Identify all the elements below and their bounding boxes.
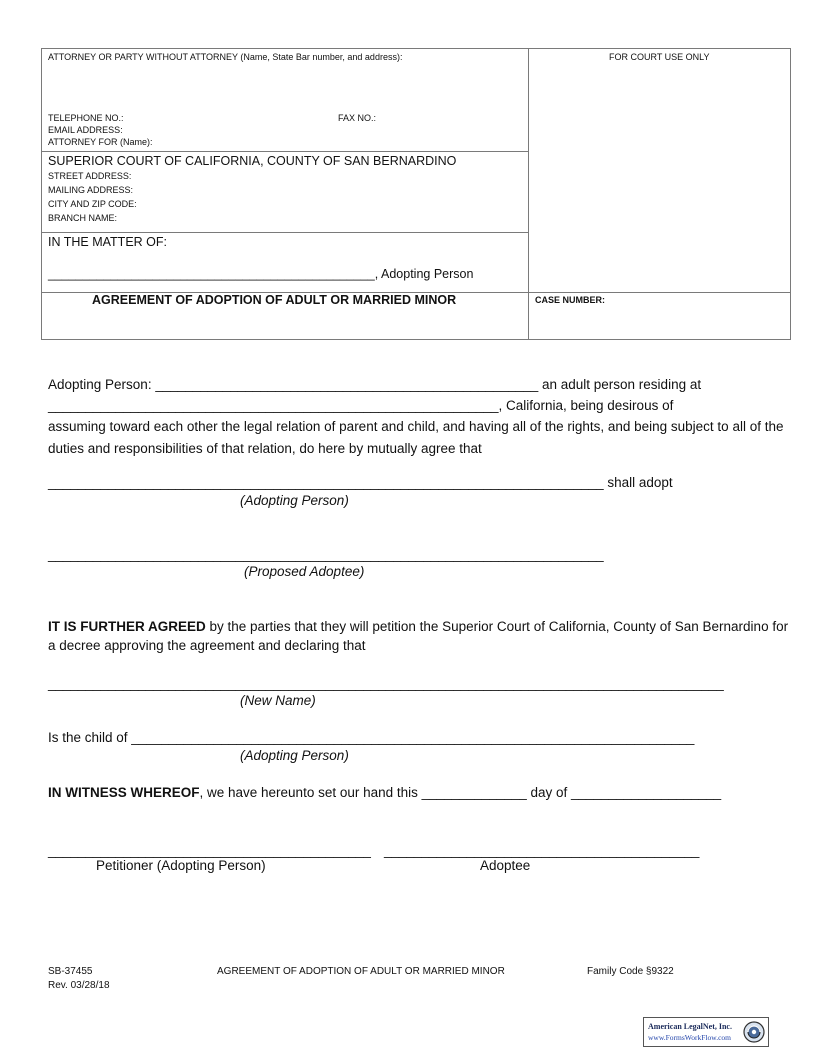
fax-label: FAX NO.: bbox=[338, 113, 377, 123]
telephone-label: TELEPHONE NO.: bbox=[48, 113, 124, 123]
witness-line bbox=[48, 785, 721, 800]
logo-company: American LegalNet, Inc. bbox=[648, 1022, 732, 1031]
form-revision: Rev. 03/28/18 bbox=[48, 980, 110, 991]
caption-divider-court bbox=[41, 151, 529, 152]
further-agreed-line1 bbox=[48, 619, 788, 634]
agreement-text-line4: duties and responsibilities of that relation, do here by mutually agree that bbox=[48, 441, 482, 456]
branch-name-label: BRANCH NAME: bbox=[48, 213, 118, 223]
witness-text: , we have hereunto set our hand this ______________ day of ____________________ bbox=[199, 785, 722, 800]
proposed-adoptee-line: __________________________________________________________________________ bbox=[48, 547, 604, 562]
american-legalnet-logo[interactable] bbox=[643, 1017, 769, 1047]
caption-vertical-divider bbox=[528, 48, 529, 340]
matter-adopting-line: _______________________________________________, Adopting Person bbox=[48, 267, 474, 281]
caption-divider-matter bbox=[41, 232, 529, 233]
court-name: SUPERIOR COURT OF CALIFORNIA, COUNTY OF SAN BERNARDINO bbox=[48, 154, 457, 168]
new-name-caption: (New Name) bbox=[240, 693, 316, 708]
new-name-line: __________________________________________________________________________________________ bbox=[48, 676, 724, 691]
adoptee-caption: Adoptee bbox=[480, 858, 531, 873]
petitioner-caption: Petitioner (Adopting Person) bbox=[96, 858, 266, 873]
agreement-text-line3: assuming toward each other the legal relation of parent and child, and having all of the rights, and being subject to all of the bbox=[48, 419, 784, 434]
proposed-adoptee-caption: (Proposed Adoptee) bbox=[244, 564, 365, 579]
globe-icon bbox=[743, 1021, 765, 1043]
attorney-label: ATTORNEY OR PARTY WITHOUT ATTORNEY (Name, State Bar number, and address): bbox=[48, 52, 403, 62]
footer-title: AGREEMENT OF ADOPTION OF ADULT OR MARRIED MINOR bbox=[217, 966, 505, 977]
street-address-label: STREET ADDRESS: bbox=[48, 171, 132, 181]
petitioner-signature-line: ___________________________________________ bbox=[48, 843, 371, 858]
child-of-line: Is the child of ___________________________________________________________________________ bbox=[48, 730, 695, 745]
further-agreed-line2: a decree approving the agreement and declaring that bbox=[48, 638, 366, 653]
mailing-address-label: MAILING ADDRESS: bbox=[48, 185, 134, 195]
city-zip-label: CITY AND ZIP CODE: bbox=[48, 199, 137, 209]
further-agreed-heading: IT IS FURTHER AGREED bbox=[48, 619, 206, 634]
adopting-person-caption: (Adopting Person) bbox=[240, 493, 349, 508]
email-label: EMAIL ADDRESS: bbox=[48, 125, 123, 135]
logo-website: www.FormsWorkFlow.com bbox=[648, 1033, 732, 1042]
form-title: AGREEMENT OF ADOPTION OF ADULT OR MARRIED MINOR bbox=[92, 293, 457, 307]
matter-label: IN THE MATTER OF: bbox=[48, 235, 167, 249]
attorney-for-label: ATTORNEY FOR (Name): bbox=[48, 137, 153, 147]
court-use-label: FOR COURT USE ONLY bbox=[609, 52, 710, 62]
shall-adopt-line: __________________________________________________________________________ shall adopt bbox=[48, 475, 673, 490]
form-number: SB-37455 bbox=[48, 966, 93, 977]
adopting-person-line: Adopting Person: ___________________________________________________ an adult person residing at bbox=[48, 377, 702, 392]
family-code: Family Code §9322 bbox=[587, 966, 674, 977]
case-number-label: CASE NUMBER: bbox=[535, 295, 606, 305]
witness-heading: IN WITNESS WHEREOF bbox=[48, 785, 200, 800]
adoptee-signature-line: __________________________________________ bbox=[384, 843, 700, 858]
residence-line: ____________________________________________________________, California, being desirous of bbox=[48, 398, 674, 413]
further-agreed-text: by the parties that they will petition the Superior Court of California, County of San Bernardino for bbox=[205, 619, 789, 634]
child-of-caption: (Adopting Person) bbox=[240, 748, 349, 763]
